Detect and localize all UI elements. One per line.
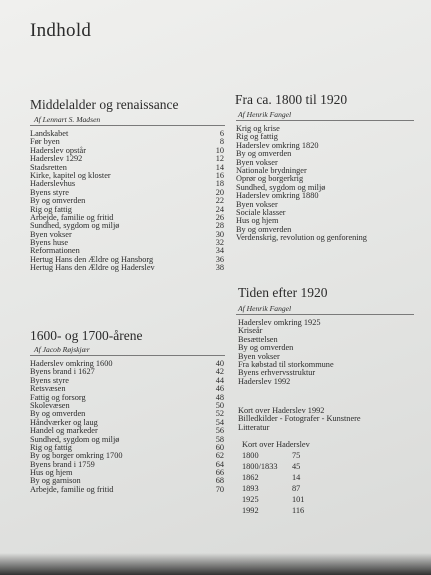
map-year: 1893	[242, 484, 259, 493]
toc-entry-page: 68	[215, 476, 224, 486]
toc-entry-title: Krig og krise	[236, 124, 280, 133]
toc-entry-page: 28	[215, 221, 224, 231]
toc-entry-title: Handel og markeder	[30, 426, 98, 436]
toc-entry-title: Hus og hjem	[236, 216, 279, 226]
toc-entry-title: Byens huse	[30, 238, 69, 248]
toc-entry-title: Haderslev omkring 1880	[236, 191, 319, 201]
toc-entry-page: 44	[215, 375, 224, 385]
toc-entry-title: Kirke, kapitel og kloster	[30, 170, 111, 180]
toc-entry-page: 34	[215, 246, 224, 256]
toc-entry-page: 66	[215, 468, 224, 478]
toc-entry-page: 32	[215, 238, 224, 248]
map-heading: Kort over Haderslev	[242, 440, 310, 449]
toc-entry-title: Byens styre	[30, 187, 69, 197]
toc-entry-title: Arbejde, familie og fritid	[30, 484, 114, 494]
toc-entry-page: 6	[219, 129, 224, 138]
map-year: 1925	[242, 495, 259, 504]
toc-entry-title: Hertug Hans den Ældre og Haderslev	[30, 263, 155, 273]
toc-entry-title: Haderslev omkring 1925	[238, 318, 321, 327]
toc-entry-title: Verdenskrig, revolution og genforening	[236, 233, 367, 243]
section4-title: Tiden efter 1920	[238, 285, 328, 300]
map-page: 101	[292, 495, 305, 504]
toc-entry-page: 38	[215, 263, 224, 273]
toc-entry-title: Haderslev omkring 1600	[30, 359, 113, 368]
section3-author: Af Henrik Fangel	[238, 110, 292, 119]
toc-entry-page: 52	[215, 409, 224, 419]
section1-author: Af Lennart S. Madsen	[34, 115, 101, 124]
photo-bottom-shadow	[0, 553, 431, 575]
toc-entry-title: Sundhed, sygdom og miljø	[30, 221, 120, 231]
toc-entry-page: 8	[219, 137, 224, 147]
toc-entry-title: Arbejde, familie og fritid	[30, 212, 114, 222]
toc-entry-title: By og garnison	[30, 476, 81, 486]
toc-entry-page: 24	[215, 204, 224, 214]
toc-entry-title: Byens brand i 1759	[30, 459, 95, 469]
map-year: 1992	[242, 506, 259, 515]
toc-entry-title: Sundhed, sygdom og miljø	[30, 434, 120, 444]
toc-entry-title: Haderslev 1292	[30, 154, 83, 164]
toc-entry-title: Besættelsen	[238, 334, 278, 344]
toc-entry-title: Hus og hjem	[30, 468, 73, 478]
toc-entry-title: By og omverden	[238, 343, 294, 353]
toc-entry-title: Oprør og borgerkrig	[236, 174, 304, 184]
toc-entry-page: 58	[215, 434, 224, 444]
section2-rule	[30, 355, 225, 356]
section2-title: 1600- og 1700-årene	[30, 328, 143, 343]
toc-entry-page: 18	[215, 179, 224, 189]
section3-rule	[236, 120, 414, 121]
toc-entry-title: Nationale brydninger	[236, 165, 307, 175]
map-year: 1800/1833	[242, 462, 278, 471]
toc-entry-page: 64	[215, 459, 224, 469]
section1-rule	[30, 125, 225, 126]
toc-entry-title: Haderslev 1992	[238, 376, 291, 386]
toc-entry-page: 50	[215, 400, 224, 410]
toc-entry-title: Haderslev omkring 1820	[236, 140, 319, 150]
toc-entry-title: Sundhed, sygdom og miljø	[236, 182, 326, 192]
toc-entry-title: Håndværker og laug	[30, 417, 98, 427]
map-page: 45	[292, 462, 301, 471]
toc-entry-page: 22	[215, 196, 224, 206]
toc-entry-page: 46	[215, 384, 224, 394]
toc-entry-title: By og borger omkring 1700	[30, 451, 123, 461]
toc-entry-page: 30	[215, 229, 224, 239]
toc-entry-title: Byen vokser	[236, 157, 278, 167]
toc-entry-page: 70	[215, 484, 224, 494]
toc-entry-page: 20	[215, 187, 224, 197]
toc-entry-title: Byens brand i 1627	[30, 367, 95, 377]
toc-entry-title: Byen vokser	[30, 229, 72, 239]
page-title: Indhold	[30, 20, 92, 41]
toc-entry-page: 48	[215, 392, 224, 402]
toc-entry-page: 42	[215, 367, 224, 377]
toc-entry-title: Før byen	[30, 137, 60, 147]
section3-title: Fra ca. 1800 til 1920	[235, 92, 348, 107]
toc-entry-title: Byens erhvervsstruktur	[238, 368, 316, 378]
toc-entry-page: 12	[215, 154, 224, 164]
toc-entry-title: Litteratur	[238, 422, 270, 432]
toc-entry-title: Rig og fattig	[30, 442, 72, 452]
toc-entry-title: Sociale klasser	[236, 207, 286, 217]
toc-entry-page: 40	[215, 359, 224, 368]
section2-author: Af Jacob Røjskjær	[34, 345, 90, 354]
toc-entry-title: Byen vokser	[236, 199, 278, 209]
toc-entry-page: 60	[215, 442, 224, 452]
toc-entry-title: Rig og fattig	[236, 132, 278, 142]
toc-entry-page: 36	[215, 254, 224, 264]
toc-entry-title: Haderslev opstår	[30, 145, 86, 155]
map-year: 1862	[242, 473, 259, 482]
map-page: 87	[292, 484, 301, 493]
toc-entry-title: Stadsretten	[30, 162, 67, 172]
toc-entry-title: Fra købstad til storkommune	[238, 359, 334, 369]
section1-title: Middelalder og renaissance	[30, 97, 179, 112]
section4-author: Af Henrik Fangel	[238, 304, 292, 313]
toc-entry-title: Kriseår	[238, 326, 263, 336]
toc-entry-title: Byen vokser	[238, 351, 280, 361]
map-page: 116	[292, 506, 305, 515]
toc-entry-page: 16	[215, 170, 224, 180]
toc-entry-page: 56	[215, 426, 224, 436]
toc-entry-title: Haderslevhus	[30, 179, 76, 189]
map-page: 14	[292, 473, 301, 482]
toc-entry-page: 26	[215, 212, 224, 222]
toc-entry-title: Rig og fattig	[30, 204, 72, 214]
toc-entry-title: Skolevæsen	[30, 400, 70, 410]
toc-entry-title: Retsvæsen	[30, 384, 66, 394]
map-page: 75	[292, 451, 301, 460]
toc-entry-page: 54	[215, 417, 224, 427]
toc-entry-title: Kort over Haderslev 1992	[238, 406, 325, 415]
toc-entry-title: Hertug Hans den Ældre og Hansborg	[30, 254, 154, 264]
map-year: 1800	[242, 451, 259, 460]
toc-entry-title: Reformationen	[30, 246, 80, 256]
toc-entry-title: Fattig og forsorg	[30, 392, 86, 402]
toc-entry-title: Byens styre	[30, 375, 69, 385]
toc-entry-title: By og omverden	[236, 149, 292, 159]
toc-entry-title: Billedkilder - Fotografer - Kunstnere	[238, 414, 361, 424]
toc-entry-page: 14	[215, 162, 224, 172]
toc-entry-title: By og omverden	[30, 409, 86, 419]
toc-entry-title: By og omverden	[30, 196, 86, 206]
toc-entry-title: Landskabet	[30, 129, 69, 138]
toc-entry-title: By og omverden	[236, 224, 292, 234]
section4-rule	[236, 314, 414, 315]
toc-entry-page: 62	[215, 451, 224, 461]
toc-entry-page: 10	[215, 145, 224, 155]
